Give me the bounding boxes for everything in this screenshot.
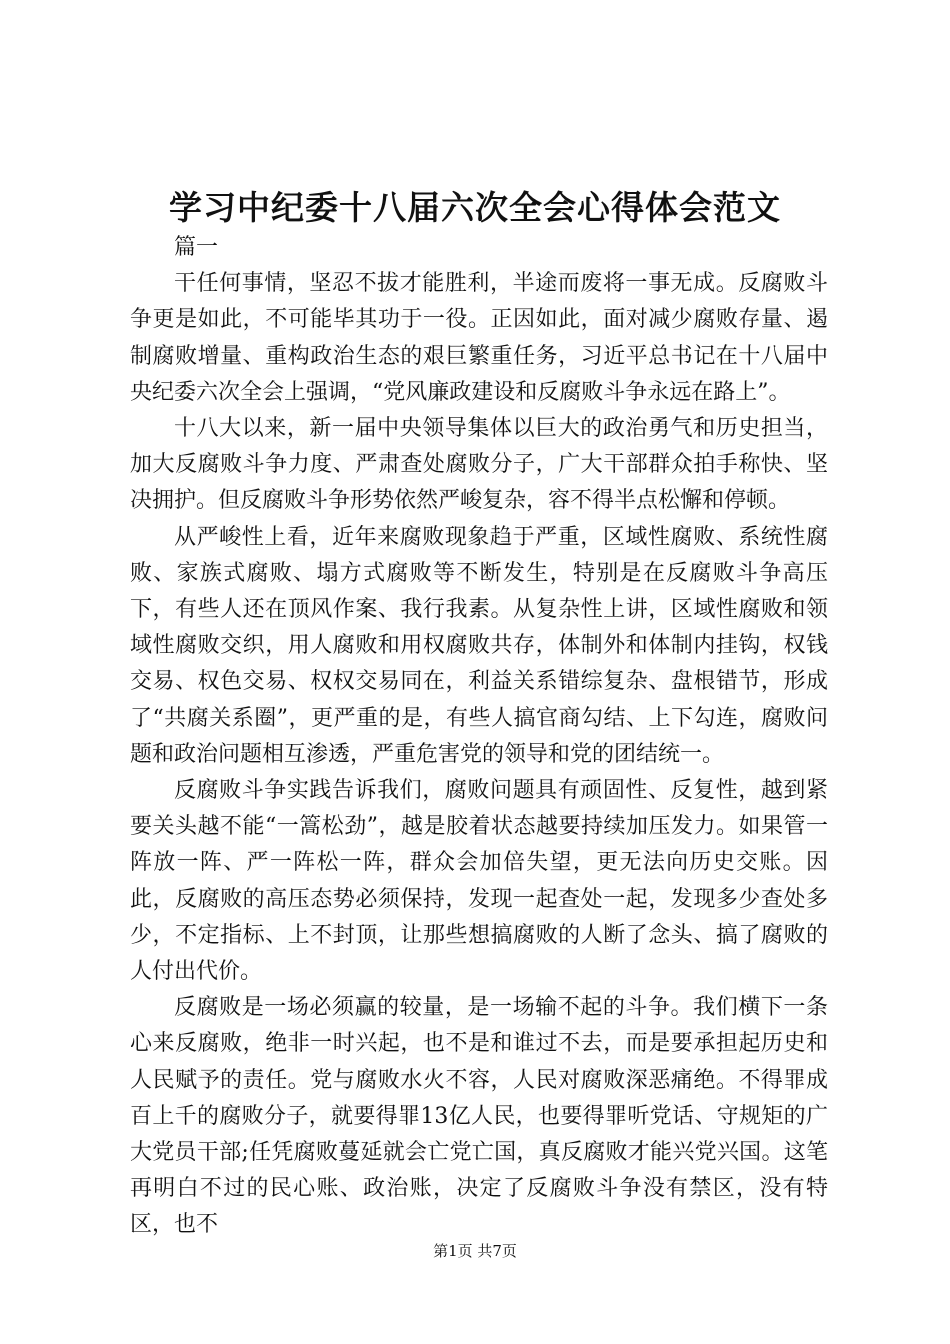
paragraph-5: 反腐败是一场必须赢的较量，是一场输不起的斗争。我们横下一条心来反腐败，绝非一时兴起，也不是和谁过不去，而是要承担起历史和人民赋予的责任。党与腐败水火不容，人民对腐败深恶痛绝。不得罪成百上千的腐败分子，就要得罪13亿人民，也要得罪听党话、守规矩的广大党员干部;任凭腐败蔓延就会亡党亡国，真反腐败才能兴党兴国。这笔再明白不过的民心账、政治账，决定了反腐败斗争没有禁区，没有特区，也不 bbox=[130, 995, 828, 1238]
section-label: 篇一 bbox=[174, 235, 219, 260]
paragraph-3: 从严峻性上看，近年来腐败现象趋于严重，区域性腐败、系统性腐败、家族式腐败、塌方式腐败等不断发生，特别是在反腐败斗争高压下，有些人还在顶风作案、我行我素。从复杂性上讲，区域性腐败和领域性腐败交织，用人腐败和用权腐败共存，体制外和体制内挂钩，权钱交易、权色交易、权权交易同在，利益关系错综复杂、盘根错节，形成了“共腐关系圈”，更严重的是，有些人搞官商勾结、上下勾连，腐败问题和政治问题相互渗透，严重危害党的领导和党的团结统一。 bbox=[130, 524, 828, 767]
paragraph-1: 干任何事情，坚忍不拔才能胜利，半途而废将一事无成。反腐败斗争更是如此，不可能毕其功于一役。正因如此，面对减少腐败存量、遏制腐败增量、重构政治生态的艰巨繁重任务，习近平总书记在十八届中央纪委六次全会上强调，“党风廉政建设和反腐败斗争永远在路上”。 bbox=[130, 271, 828, 405]
page-footer: 第1页 共7页 bbox=[433, 1242, 517, 1260]
document-title: 学习中纪委十八届六次全会心得体会范文 bbox=[169, 188, 781, 227]
paragraph-4: 反腐败斗争实践告诉我们，腐败问题具有顽固性、反复性，越到紧要关头越不能“一篙松劲”，越是胶着状态越要持续加压发力。如果管一阵放一阵、严一阵松一阵，群众会加倍失望，更无法向历史交账。因此，反腐败的高压态势必须保持，发现一起查处一起，发现多少查处多少，不定指标、上不封顶，让那些想搞腐败的人断了念头、搞了腐败的人付出代价。 bbox=[130, 778, 828, 985]
paragraph-2: 十八大以来，新一届中央领导集体以巨大的政治勇气和历史担当，加大反腐败斗争力度、严肃查处腐败分子，广大干部群众拍手称快、坚决拥护。但反腐败斗争形势依然严峻复杂，容不得半点松懈和停顿。 bbox=[130, 416, 828, 514]
document-body bbox=[130, 230, 828, 1244]
